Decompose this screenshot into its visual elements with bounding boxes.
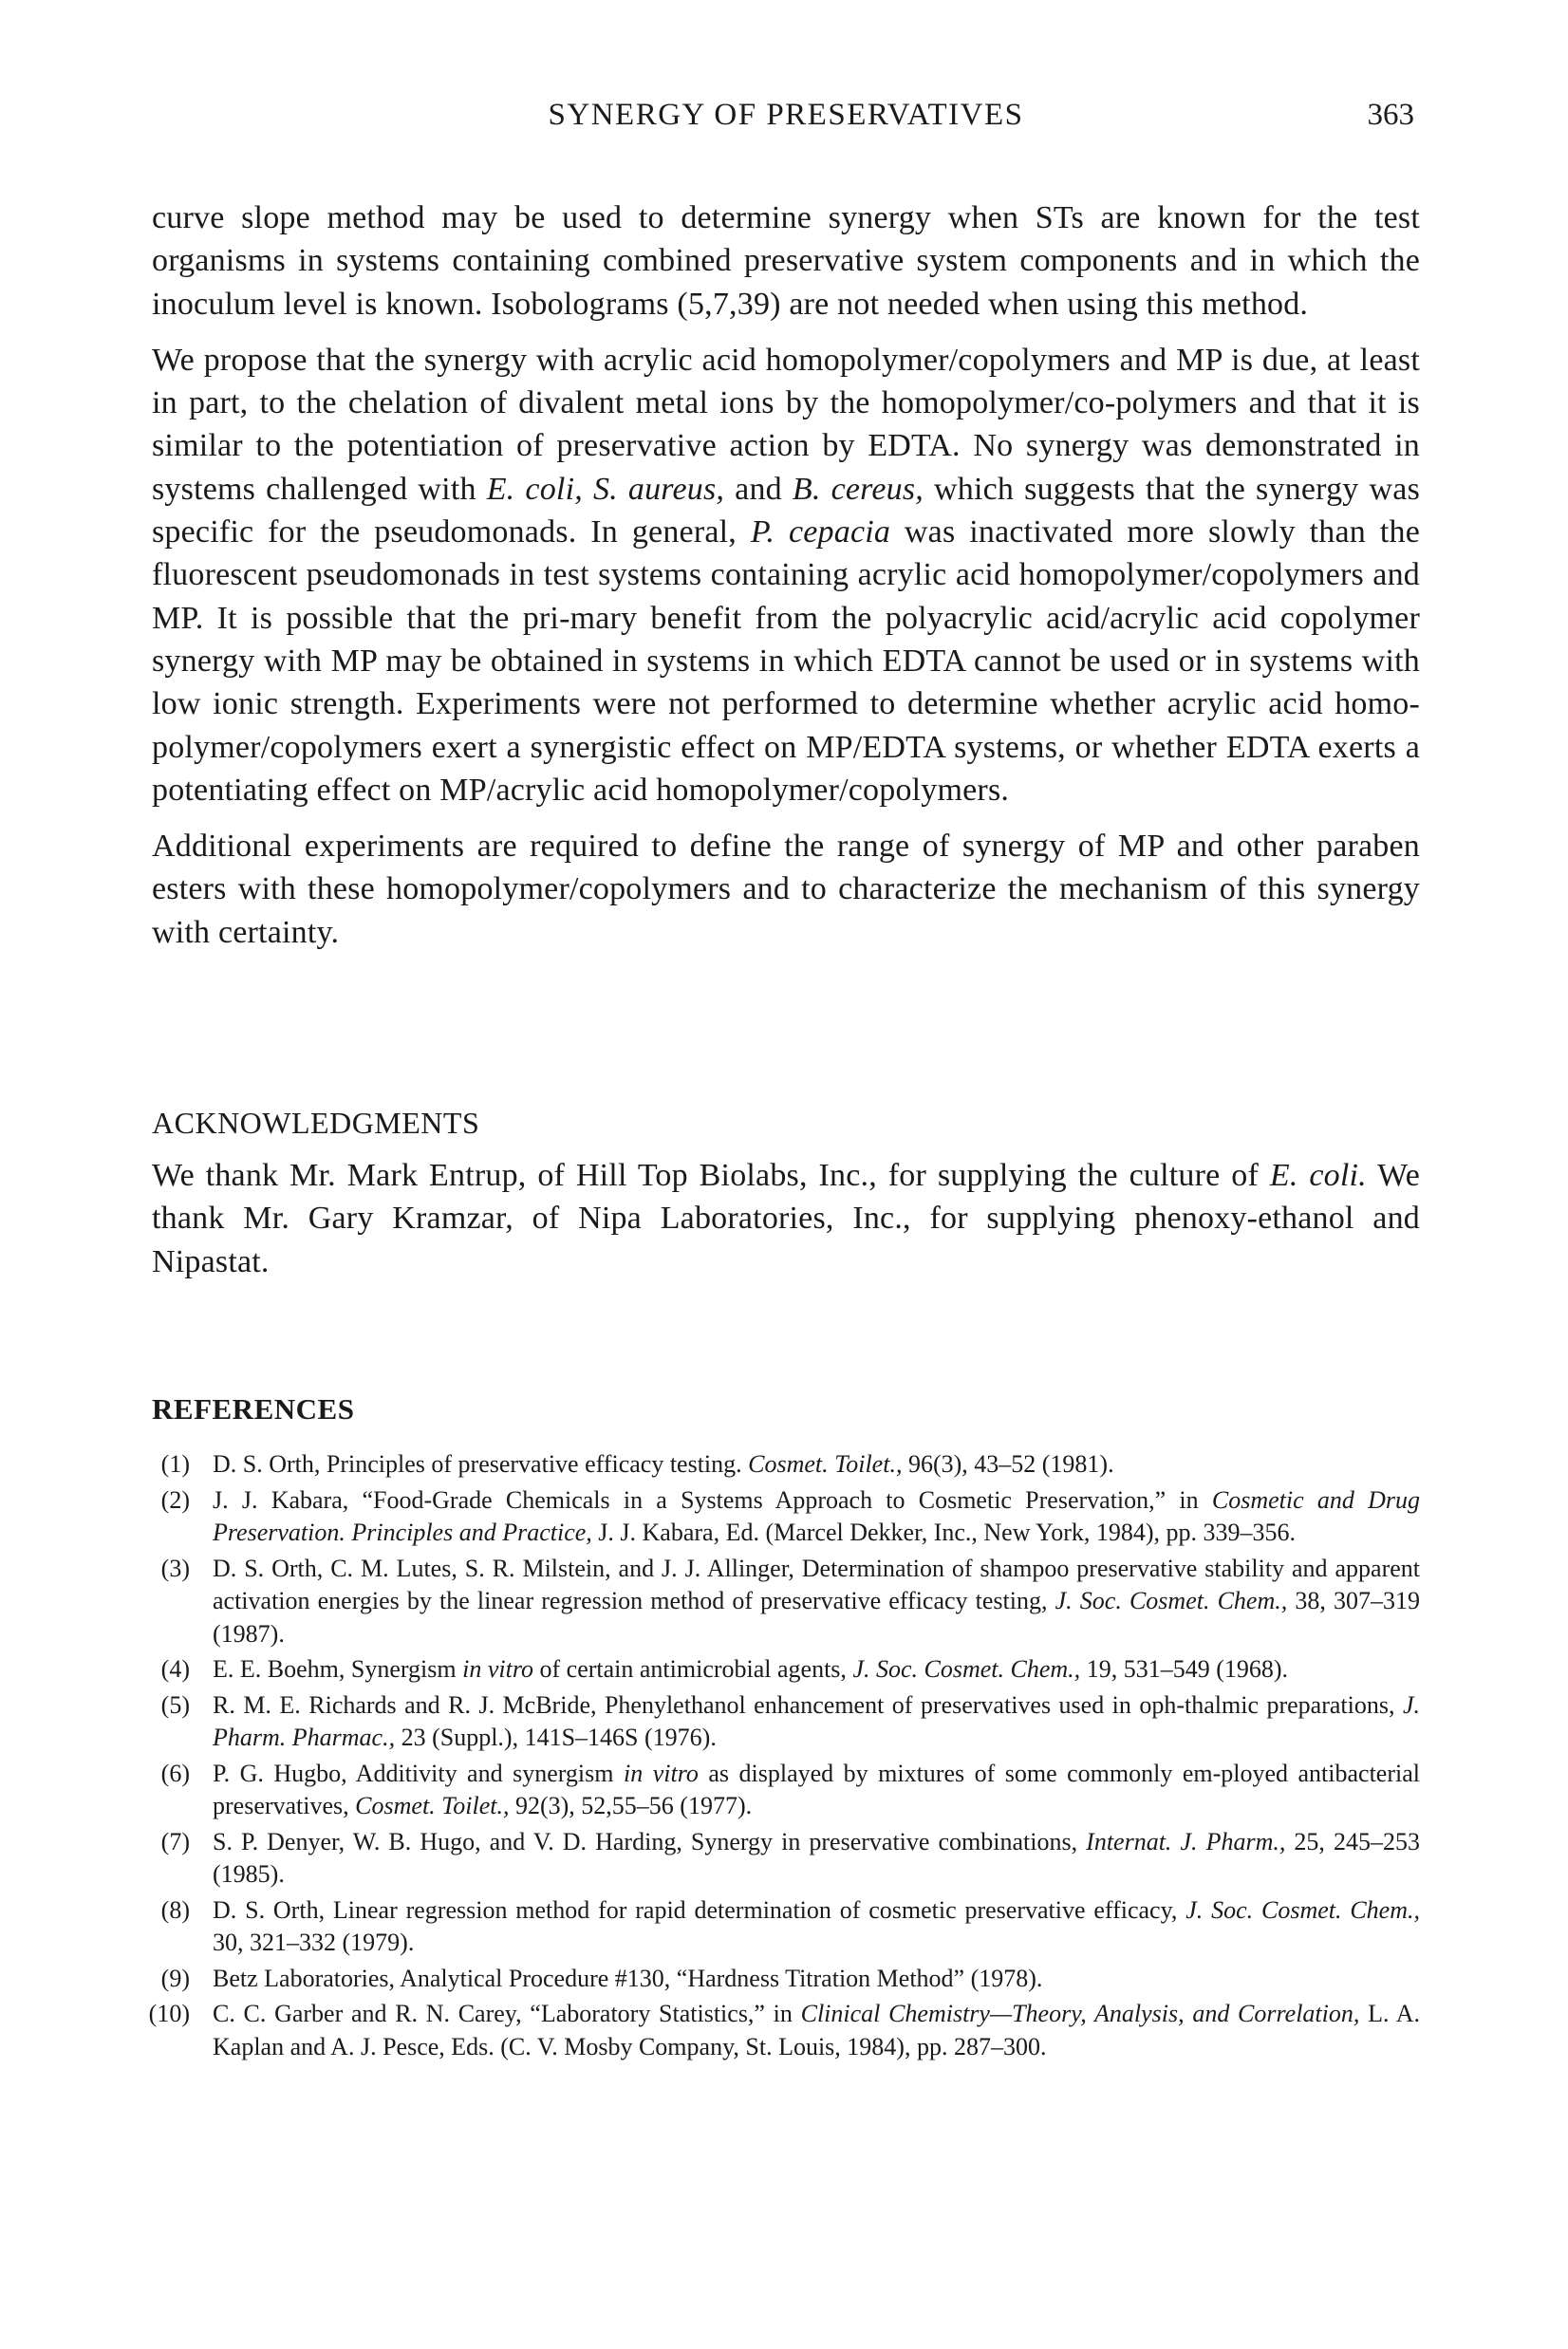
italic-text: J. Soc. Cosmet. Chem.,: [1055, 1587, 1288, 1614]
running-header: [152, 91, 1420, 139]
italic-text: B. cereus,: [792, 471, 924, 507]
italic-text: J. Soc. Cosmet. Chem.,: [1185, 1895, 1420, 1924]
reference-item: [152, 1963, 1420, 1996]
reference-item: [152, 1689, 1420, 1755]
italic-text: Cosmetic and Drug Preservation. Principles and Practice,: [213, 1485, 1420, 1546]
reference-number: (6): [160, 1759, 190, 1787]
reference-item: [152, 1553, 1420, 1651]
reference-item: [152, 1894, 1420, 1960]
references-heading: REFERENCES: [152, 1392, 355, 1426]
reference-item: [152, 1758, 1420, 1823]
italic-text: Internat. J. Pharm.,: [1086, 1827, 1286, 1855]
reference-item: [152, 1484, 1420, 1550]
reference-list: [148, 1448, 1421, 2063]
italic-text: in vitro: [462, 1655, 533, 1683]
italic-text: E. coli.: [1269, 1158, 1367, 1193]
acknowledgments-section: [152, 1101, 1420, 1283]
reference-text: C. C. Garber and R. N. Carey, “Laboratory Statistics,” in Clinical Chemistry—Theory, Analysis, and Correlation, L. A. Kaplan and A. J. Pesce, Eds. (C. V. Mosby Company, St. Louis, 1984), pp. 287–300.: [213, 2000, 1420, 2060]
reference-text: S. P. Denyer, W. B. Hugo, and V. D. Harding, Synergy in preservative combinations, Internat. J. Pharm., 25, 245–253 (1985).: [213, 1827, 1420, 1888]
reference-number: (5): [160, 1690, 190, 1719]
paragraph: Additional experiments are required to define the range of synergy of MP and other paraben esters with these homopolymer/copolymers and to characterize the mechanism of this synergy with certainty.: [152, 829, 1420, 950]
document-page: [148, 0, 1421, 2349]
reference-text: E. E. Boehm, Synergism in vitro of certain antimicrobial agents, J. Soc. Cosmet. Chem., 19, 531–549 (1968).: [213, 1655, 1289, 1683]
acknowledgments-text: We thank Mr. Mark Entrup, of Hill Top Biolabs, Inc., for supplying the culture of E. coli. We thank Mr. Gary Kramzar, of Nipa Laboratories, Inc., for supplying phenoxy-ethanol and Nipastat.: [152, 1158, 1420, 1279]
reference-number: (10): [148, 2000, 190, 2027]
italic-text: P. cepacia: [750, 514, 891, 550]
acknowledgments-heading: ACKNOWLEDGMENTS: [152, 1106, 480, 1140]
reference-text: D. S. Orth, C. M. Lutes, S. R. Milstein, and J. J. Allinger, Determination of shampoo preservative stability and apparent activation energies by the linear regression method of preservative efficacy testing, J. Soc. Cosmet. Chem., 38, 307–319 (1987).: [213, 1554, 1421, 1648]
reference-text: J. J. Kabara, “Food-Grade Chemicals in a Systems Approach to Cosmetic Preservation,” in Cosmetic and Drug Preservation. Principles and Practice, J. J. Kabara, Ed. (Marcel Dekker, Inc., New York, 1984), pp. 339–356.: [213, 1485, 1420, 1546]
reference-number: (2): [160, 1485, 190, 1514]
reference-number: (9): [160, 1964, 190, 1992]
reference-item: [148, 1998, 1420, 2063]
paragraph: curve slope method may be used to determine synergy when STs are known for the test organisms in systems containing combined preservative system components and in which the inoculum level is known. Isobolograms (5,7,39) are not needed when using this method.: [152, 200, 1420, 322]
references-section: [148, 1388, 1421, 2066]
reference-number: (3): [160, 1554, 190, 1582]
reference-number: (4): [160, 1655, 190, 1683]
reference-number: (1): [160, 1450, 190, 1478]
italic-text: E. coli, S. aureus,: [486, 471, 725, 507]
body-text: [152, 196, 1420, 954]
reference-item: [152, 1826, 1420, 1892]
reference-text: D. S. Orth, Linear regression method for rapid determination of cosmetic preservative efficacy, J. Soc. Cosmet. Chem., 30, 321–332 (1979).: [213, 1895, 1420, 1956]
reference-text: Betz Laboratories, Analytical Procedure #130, “Hardness Titration Method” (1978).: [213, 1964, 1043, 1992]
paragraph: We propose that the synergy with acrylic acid homopolymer/copolymers and MP is due, at least in part, to the chelation of divalent metal ions by the homopolymer/co-polymers and that it is similar to the potentiation of preservative action by EDTA. No synergy was demonstrated in systems challenged with E. coli, S. aureus, and B. cereus, which suggests that the synergy was specific for the pseudomonads. In general, P. cepacia was inactivated more slowly than the fluorescent pseudomonads in test systems containing acrylic acid homopolymer/copolymers and MP. It is possible that the pri-mary benefit from the polyacrylic acid/acrylic acid copolymer synergy with MP may be obtained in systems in which EDTA cannot be used or in systems with low ionic strength. Experiments were not performed to determine whether acrylic acid homo-polymer/copolymers exert a synergistic effect on MP/EDTA systems, or whether EDTA exerts a potentiating effect on MP/acrylic acid homopolymer/copolymers.: [152, 342, 1420, 808]
italic-text: Clinical Chemistry—Theory, Analysis, and Correlation,: [800, 2000, 1360, 2027]
reference-number: (7): [160, 1827, 190, 1855]
italic-text: Cosmet. Toilet.,: [748, 1450, 903, 1478]
reference-text: R. M. E. Richards and R. J. McBride, Phenylethanol enhancement of preservatives used in oph-thalmic preparations, J. Pharm. Pharmac., 23 (Suppl.), 141S–146S (1976).: [213, 1690, 1420, 1751]
reference-number: (8): [160, 1895, 190, 1924]
running-title: SYNERGY OF PRESERVATIVES: [548, 98, 1024, 132]
reference-text: D. S. Orth, Principles of preservative efficacy testing. Cosmet. Toilet., 96(3), 43–52 (1981).: [213, 1450, 1114, 1478]
page-number: 363: [1367, 98, 1414, 132]
italic-text: in vitro: [624, 1759, 699, 1787]
italic-text: J. Soc. Cosmet. Chem.,: [852, 1655, 1081, 1683]
reference-item: [152, 1653, 1420, 1687]
italic-text: J. Pharm. Pharmac.,: [213, 1690, 1420, 1751]
reference-item: [152, 1448, 1420, 1482]
italic-text: Cosmet. Toilet.,: [355, 1792, 510, 1819]
reference-text: P. G. Hugbo, Additivity and synergism in vitro as displayed by mixtures of some commonly em-ployed antibacterial preservatives, Cosmet. Toilet., 92(3), 52,55–56 (1977).: [213, 1759, 1420, 1819]
